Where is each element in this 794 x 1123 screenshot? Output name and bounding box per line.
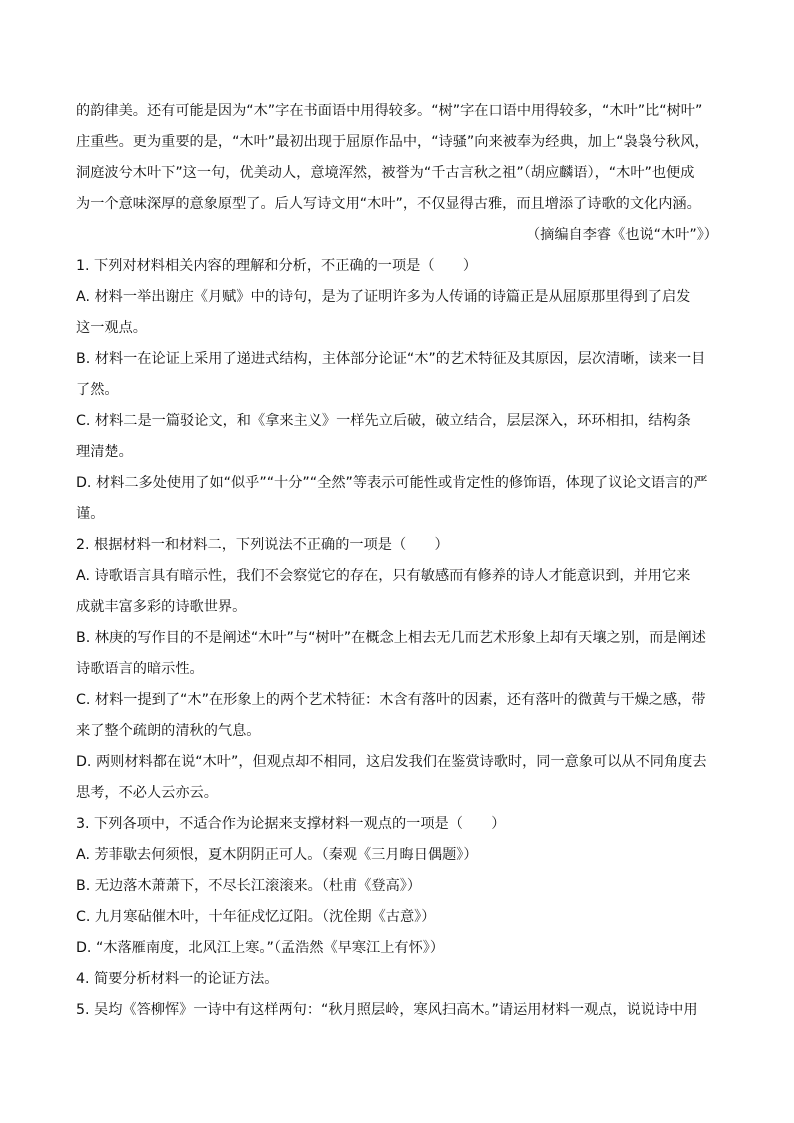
question-2: 2. 根据材料一和材料二，下列说法不正确的一项是（ ） bbox=[76, 537, 449, 553]
source-citation: （摘编自李睿《也说“木叶”》） bbox=[525, 227, 718, 243]
option-line: B. 无边落木萧萧下，不尽长江滚滚来。（杜甫《登高》） bbox=[76, 878, 422, 894]
option-line: 思考，不必人云亦云。 bbox=[76, 785, 218, 801]
paragraph-line: 的韵律美。还有可能是因为“木”字在书面语中用得较多。“树”字在口语中用得较多，“木叶”比“树叶” bbox=[76, 103, 703, 119]
option-line: D. “木落雁南度，北风江上寒。”（孟浩然《早寒江上有怀》） bbox=[76, 940, 445, 956]
paragraph-line: 洞庭波兮木叶下”这一句，优美动人，意境浑然，被誉为“千古言秋之祖”（胡应麟语），“木叶”也便成 bbox=[76, 165, 695, 181]
option-line: 了然。 bbox=[76, 382, 119, 398]
option-line: 这一观点。 bbox=[76, 320, 147, 336]
paragraph-line: 为一个意味深厚的意象原型了。后人写诗文用“木叶”，不仅显得古雅，而且增添了诗歌的文化内涵。 bbox=[76, 196, 701, 212]
option-line: 来了整个疏朗的清秋的气息。 bbox=[76, 723, 261, 739]
option-line: C. 九月寒砧催木叶，十年征戍忆辽阳。（沈佺期《古意》） bbox=[76, 909, 436, 925]
option-line: D. 材料二多处使用了如“似乎”“十分”“全然”等表示可能性或肯定性的修饰语，体现了议论文语言的严 bbox=[76, 475, 708, 491]
option-line: 成就丰富多彩的诗歌世界。 bbox=[76, 599, 247, 615]
option-line: C. 材料一提到了“木”在形象上的两个艺术特征：木含有落叶的因素，还有落叶的微黄与干燥之感，带 bbox=[76, 692, 706, 708]
question-3: 3. 下列各项中，不适合作为论据来支撑材料一观点的一项是（ ） bbox=[76, 816, 506, 832]
option-line: 诗歌语言的暗示性。 bbox=[76, 661, 204, 677]
document-body bbox=[76, 96, 718, 1026]
option-line: 理清楚。 bbox=[76, 444, 133, 460]
question-4: 4. 简要分析材料一的论证方法。 bbox=[76, 971, 279, 987]
option-line: B. 林庚的写作目的不是阐述“木叶”与“树叶”在概念上相去无几而艺术形象上却有天壤之别，而是阐述 bbox=[76, 630, 706, 646]
option-line: C. 材料二是一篇驳论文，和《拿来主义》一样先立后破，破立结合，层层深入，环环相扣，结构条 bbox=[76, 413, 691, 429]
option-line: D. 两则材料都在说“木叶”，但观点却不相同，这启发我们在鉴赏诗歌时，同一意象可以从不同角度去 bbox=[76, 754, 707, 770]
question-1: 1. 下列对材料相关内容的理解和分析，不正确的一项是（ ） bbox=[76, 258, 478, 274]
option-line: 谨。 bbox=[76, 506, 105, 522]
option-line: A. 材料一举出谢庄《月赋》中的诗句，是为了证明许多为人传诵的诗篇正是从屈原那里得到了启发 bbox=[76, 289, 691, 305]
option-line: B. 材料一在论证上采用了递进式结构，主体部分论证“木”的艺术特征及其原因，层次清晰，读来一目 bbox=[76, 351, 706, 367]
option-line: A. 芳菲歇去何须恨，夏木阴阴正可人。（秦观《三月晦日偶题》） bbox=[76, 847, 478, 863]
paragraph-line: 庄重些。更为重要的是，“木叶”最初出现于屈原作品中，“诗骚”向来被奉为经典，加上“袅袅兮秋风， bbox=[76, 134, 709, 150]
option-line: A. 诗歌语言具有暗示性，我们不会察觉它的存在，只有敏感而有修养的诗人才能意识到，并用它来 bbox=[76, 568, 691, 584]
question-5: 5. 吴均《答柳恽》一诗中有这样两句：“秋月照层岭，寒风扫高木。”请运用材料一观点，说说诗中用 bbox=[76, 1002, 698, 1018]
